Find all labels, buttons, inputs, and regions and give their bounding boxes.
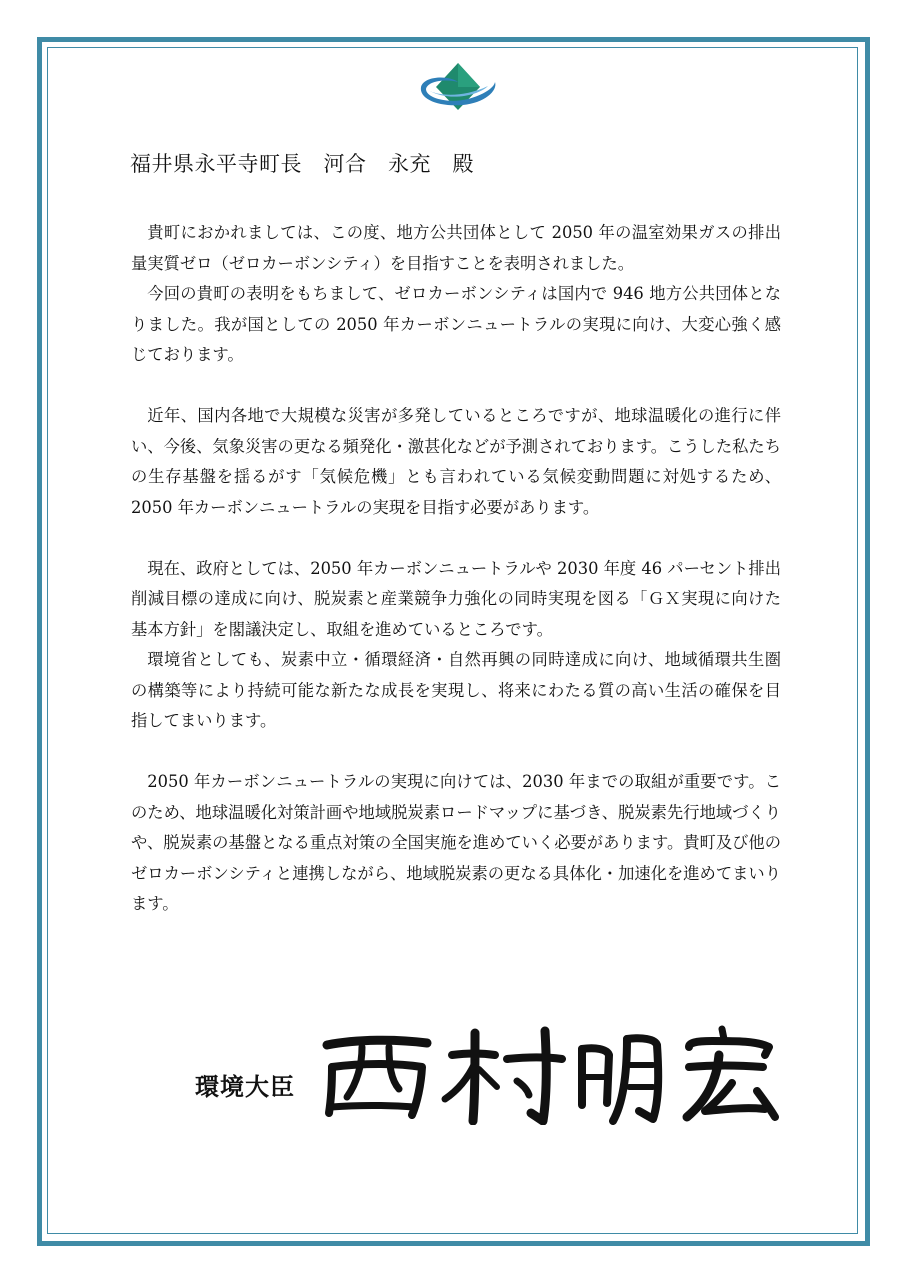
addressee: 福井県永平寺町長 河合 永充 殿 <box>130 152 474 176</box>
paragraph-4: 現在、政府としては、2050 年カーボンニュートラルや 2030 年度 46 パーセント排出削減目標の達成に向け、脱炭素と産業競争力強化の同時実現を図る「ＧＸ実現に向けた基本方針」を閣議決定し、取組を進めているところです。 <box>131 558 781 639</box>
paragraph-1: 貴町におかれましては、この度、地方公共団体として 2050 年の温室効果ガスの排出量実質ゼロ（ゼロカーボンシティ）を目指すことを表明されました。 <box>131 223 781 273</box>
signature-block <box>195 1025 795 1125</box>
paragraph-3: 近年、国内各地で大規模な災害が多発しているところですが、地球温暖化の進行に伴い、今後、気象災害の更なる頻発化・激甚化などが予測されております。こうした私たちの生存基盤を揺るがす「気候危機」とも言われている気候変動問題に対処するため、2050 年カーボンニュートラルの実現を目指す必要があります。 <box>131 406 781 517</box>
signer-title: 環境大臣 <box>195 1072 295 1101</box>
letter-body <box>131 218 781 920</box>
paragraph-5: 環境省としても、炭素中立・循環経済・自然再興の同時達成に向け、地域循環共生圏の構築等により持続可能な新たな成長を実現し、将来にわたる質の高い生活の確保を目指してまいります。 <box>131 650 781 730</box>
ministry-of-environment-logo-icon <box>418 60 498 118</box>
paragraph-2: 今回の貴町の表明をもちまして、ゼロカーボンシティは国内で 946 地方公共団体となりました。我が国としての 2050 年カーボンニュートラルの実現に向け、大変心強く感じております。 <box>131 284 781 364</box>
paragraph-6: 2050 年カーボンニュートラルの実現に向けては、2030 年までの取組が重要です。このため、地球温暖化対策計画や地域脱炭素ロードマップに基づき、脱炭素先行地域づくりや、脱炭素の基盤となる重点対策の全国実施を進めていく必要があります。貴町及び他のゼロカーボンシティと連携しながら、地域脱炭素の更なる具体化・加速化を進めてまいります。 <box>131 772 781 913</box>
handwritten-signature <box>317 1025 787 1125</box>
